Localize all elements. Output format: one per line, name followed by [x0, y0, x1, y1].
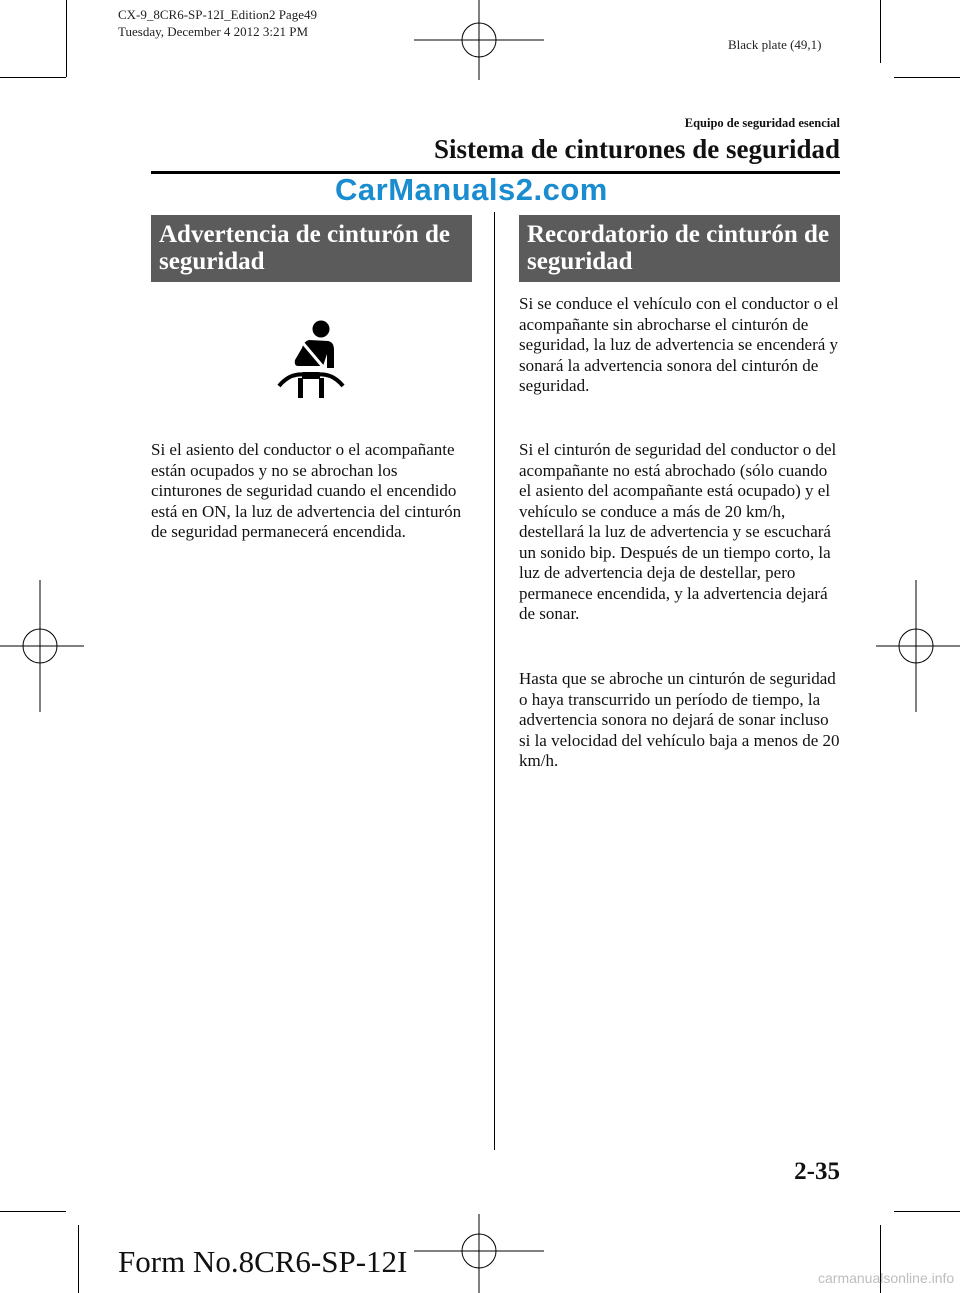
registration-mark-left	[0, 580, 84, 712]
header-category: Equipo de seguridad esencial	[684, 116, 840, 130]
reminder-paragraph-1: Si se conduce el vehículo con el conductor o el acompañante sin abrocharse el cinturón de seguridad, la luz de advertencia se encenderá y sonará la advertencia sonora del cinturón de seguridad.	[519, 294, 839, 395]
print-slug-line1: CX-9_8CR6-SP-12I_Edition2 Page49	[118, 7, 317, 22]
page-number: 2-35	[794, 1158, 840, 1185]
registration-mark-bottom	[414, 1214, 544, 1293]
section-heading-reminder: Recordatorio de cinturón de seguridad	[519, 215, 840, 282]
registration-mark-right	[876, 580, 960, 712]
seatbelt-warning-icon	[276, 320, 346, 398]
header-title: Sistema de cinturones de seguridad	[433, 134, 840, 164]
plate-label: Black plate (49,1)	[728, 37, 822, 52]
column-divider	[494, 212, 495, 1150]
print-slug-line2: Tuesday, December 4 2012 3:21 PM	[118, 24, 309, 39]
warning-paragraph: Si el asiento del conductor o el acompañante están ocupados y no se abrochan los cinturones de seguridad cuando el encendido está en ON, la luz de advertencia del cinturón de seguridad permanecerá encendida.	[151, 440, 462, 541]
form-number: Form No.8CR6-SP-12I	[118, 1244, 408, 1279]
section-heading-warning: Advertencia de cinturón de seguridad	[151, 215, 472, 282]
watermark-logo: CarManuals2.com	[335, 172, 608, 207]
footer-watermark: carmanualsonline.info	[818, 1270, 955, 1286]
reminder-paragraph-2: Si el cinturón de seguridad del conductor o del acompañante no está abrochado (sólo cuando el asiento del acompañante está ocupado) y el vehículo se conduce a más de 20 km/h, destellará la luz de advertencia y se escuchará un sonido bip. Después de un tiempo corto, la luz de advertencia deja de destellar, pero permanece encendida, y la advertencia dejará de sonar.	[519, 440, 837, 623]
print-slug	[118, 6, 317, 40]
reminder-paragraph-3: Hasta que se abroche un cinturón de seguridad o haya transcurrido un período de tiempo, la advertencia sonora no dejará de sonar incluso si la velocidad del vehículo baja a menos de 20 km/h.	[519, 669, 840, 770]
registration-mark-top	[414, 0, 544, 80]
